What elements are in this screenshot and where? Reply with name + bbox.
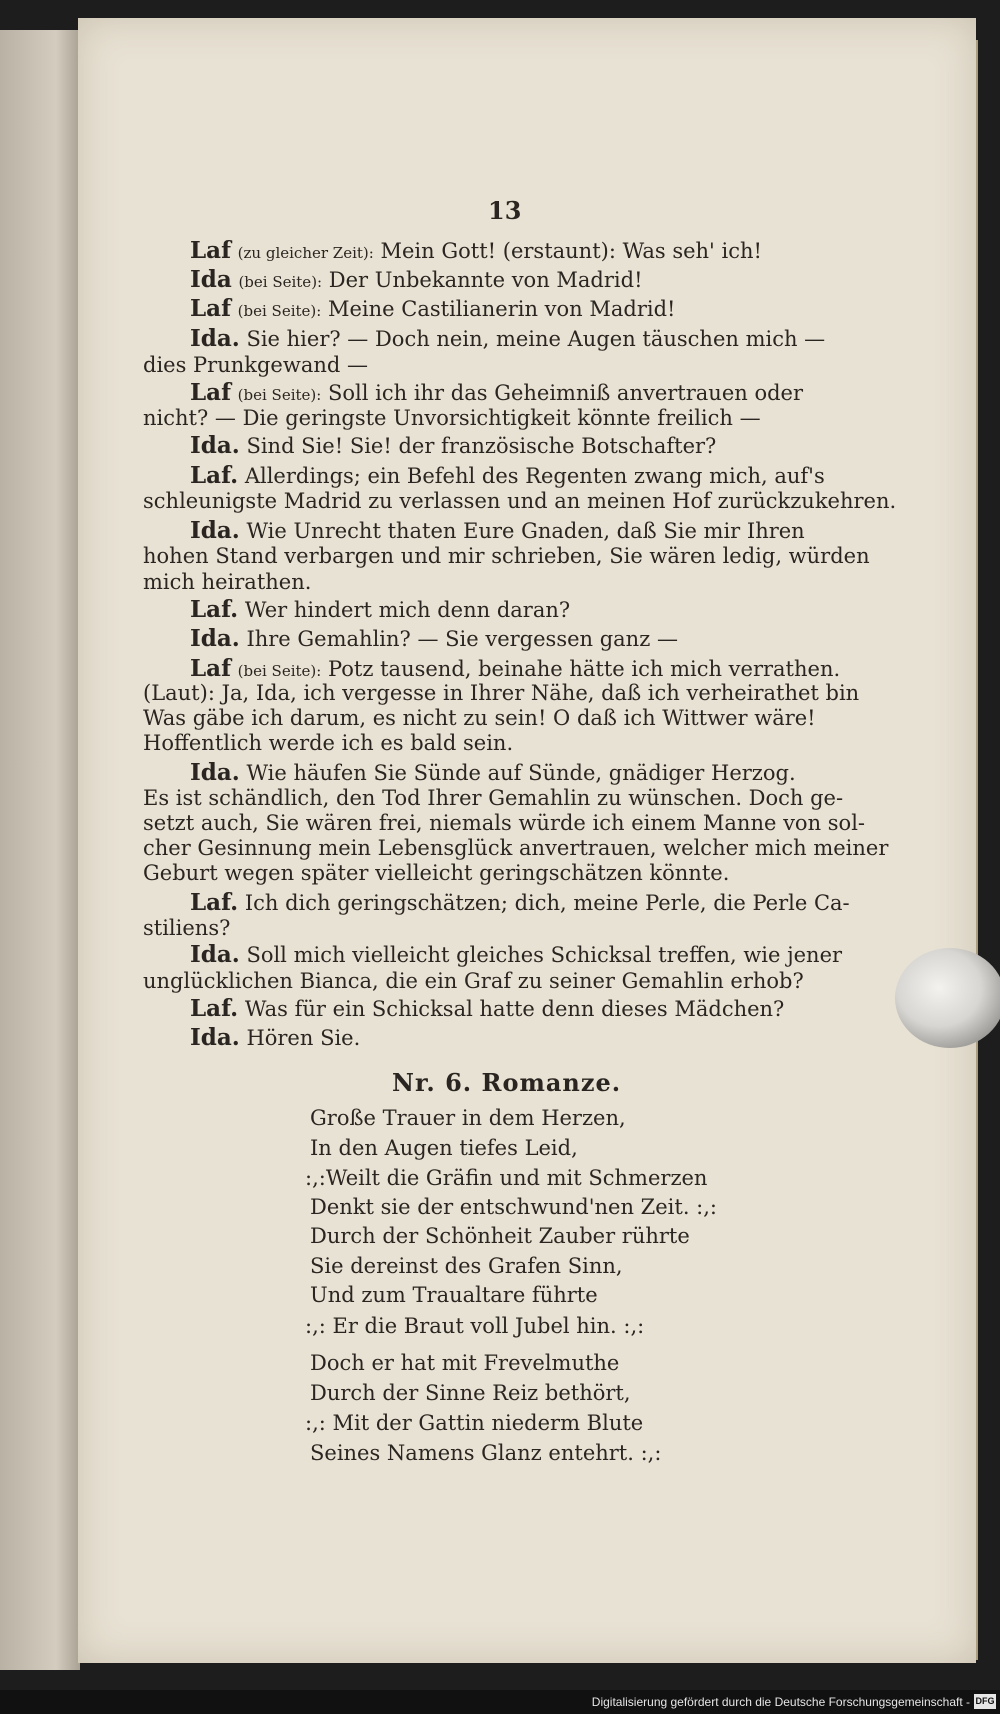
text-line (190, 890, 850, 916)
verse-line: Sie dereinst des Grafen Sinn, (310, 1254, 623, 1278)
facing-page-edge (0, 30, 80, 1670)
line-text: Was gäbe ich darum, es nicht zu sein! O daß ich Wittwer wäre! (143, 706, 816, 730)
stage-direction: (bei Seite): (237, 662, 322, 680)
text-line (143, 680, 859, 706)
line-text: Der Unbekannte von Madrid! (322, 268, 643, 292)
verse-line: :,: Er die Braut voll Jubel hin. :,: (305, 1314, 645, 1338)
text-line (143, 835, 888, 861)
text-line (190, 597, 570, 623)
line-text: Wie häufen Sie Sünde auf Sünde, gnädiger Herzog. (239, 761, 796, 785)
verse-line: Seines Namens Glanz entehrt. :,: (310, 1441, 662, 1465)
line-text: Potz tausend, beinahe hätte ich mich verrathen. (321, 657, 841, 681)
stage-direction: (bei Seite): (237, 386, 322, 404)
line-text: mich heirathen. (143, 570, 312, 594)
speaker-name: Ida. (190, 325, 240, 352)
page-number: 13 (488, 196, 522, 225)
speaker-name: Laf. (190, 462, 239, 489)
verse-line: Doch er hat mit Frevelmuthe (310, 1351, 620, 1375)
speaker-name: Ida. (190, 432, 240, 459)
line-text: Soll ich ihr das Geheimniß anvertrauen oder (321, 381, 803, 405)
speaker-name: Ida. (190, 759, 240, 786)
footer-credit: Digitalisierung gefördert durch die Deutsche Forschungsgemeinschaft - (591, 1695, 970, 1709)
text-line (143, 730, 513, 756)
verse-line: Durch der Sinne Reiz bethört, (310, 1381, 631, 1405)
text-line (143, 405, 761, 431)
speaker-name: Laf (190, 295, 231, 322)
speaker-name: Laf. (190, 596, 239, 623)
line-text: nicht? — Die geringste Unvorsichtigkeit könnte freilich — (143, 406, 761, 430)
text-line (190, 1025, 360, 1051)
line-text: Sind Sie! Sie! der französische Botschafter? (239, 434, 717, 458)
line-text: schleunigste Madrid zu verlassen und an meinen Hof zurückzukehren. (143, 489, 897, 513)
line-text: Was für ein Schicksal hatte denn dieses Mädchen? (238, 997, 785, 1021)
text-line (143, 352, 368, 378)
speaker-name: Laf (190, 237, 231, 264)
text-line (190, 433, 716, 459)
section-heading: Nr. 6. Romanze. (392, 1068, 622, 1097)
line-text: Soll mich vielleicht gleiches Schicksal treffen, wie jener (239, 943, 843, 967)
line-text: Mein Gott! (erstaunt): Was seh' ich! (373, 239, 762, 263)
text-line (143, 860, 729, 886)
text-line (190, 518, 805, 544)
text-line (190, 626, 678, 652)
speaker-name: Laf. (190, 995, 239, 1022)
text-line (190, 326, 825, 352)
line-text: Es ist schändlich, den Tod Ihrer Gemahlin zu wünschen. Doch ge- (143, 786, 844, 810)
text-line (143, 810, 865, 836)
text-line (143, 915, 230, 941)
line-text: Wer hindert mich denn daran? (238, 598, 571, 622)
verse-line: :,: Mit der Gattin niederm Blute (305, 1411, 644, 1435)
speaker-name: Ida (190, 266, 232, 293)
speaker-name: Ida. (190, 517, 240, 544)
text-line (190, 296, 675, 324)
text-line (143, 569, 311, 595)
speaker-name: Laf (190, 655, 231, 682)
text-line (143, 968, 804, 994)
line-text: Wie Unrecht thaten Eure Gnaden, daß Sie mir Ihren (239, 519, 805, 543)
line-text: Allerdings; ein Befehl des Regenten zwang mich, auf's (238, 464, 825, 488)
text-line (190, 463, 825, 489)
text-line (143, 785, 843, 811)
line-text: Hoffentlich werde ich es bald sein. (143, 731, 514, 755)
verse-line: :,:Weilt die Gräfin und mit Schmerzen (305, 1166, 708, 1190)
line-text: (Laut): Ja, Ida, ich vergesse in Ihrer Nähe, daß ich verheirathet bin (143, 681, 860, 705)
magnifier-glare (895, 948, 1000, 1048)
line-text: Geburt wegen später vielleicht geringschätzen könnte. (143, 861, 730, 885)
line-text: stiliens? (143, 916, 231, 940)
footer-bar (0, 1690, 1000, 1714)
speaker-name: Laf. (190, 889, 239, 916)
verse-line: In den Augen tiefes Leid, (310, 1136, 578, 1160)
dfg-logo: DFG (974, 1694, 996, 1709)
stage-direction: (zu gleicher Zeit): (237, 244, 374, 262)
line-text: unglücklichen Bianca, die ein Graf zu seiner Gemahlin erhob? (143, 969, 804, 993)
verse-line: Denkt sie der entschwund'nen Zeit. :,: (310, 1195, 718, 1219)
line-text: setzt auch, Sie wären frei, niemals würde ich einem Manne von sol- (143, 811, 866, 835)
line-text: Ich dich geringschätzen; dich, meine Perle, die Perle Ca- (238, 891, 850, 915)
text-line (190, 760, 796, 786)
line-text: Hören Sie. (239, 1026, 361, 1050)
text-line (190, 996, 784, 1022)
speaker-name: Ida. (190, 941, 240, 968)
verse-line: Große Trauer in dem Herzen, (310, 1106, 626, 1130)
text-line (143, 488, 896, 514)
text-line (190, 380, 803, 408)
line-text: Ihre Gemahlin? — Sie vergessen ganz — (239, 627, 678, 651)
stage-direction: (bei Seite): (237, 302, 322, 320)
line-text: dies Prunkgewand — (143, 353, 368, 377)
speaker-name: Ida. (190, 1024, 240, 1051)
line-text: Meine Castilianerin von Madrid! (321, 297, 676, 321)
stage-direction: (bei Seite): (238, 273, 323, 291)
line-text: Sie hier? — Doch nein, meine Augen täuschen mich — (239, 327, 826, 351)
verse-line: Und zum Traualtare führte (310, 1283, 598, 1307)
text-line (143, 543, 870, 569)
text-line (190, 267, 643, 295)
verse-line: Durch der Schönheit Zauber rührte (310, 1224, 690, 1248)
speaker-name: Laf (190, 379, 231, 406)
line-text: cher Gesinnung mein Lebensglück anvertrauen, welcher mich meiner (143, 836, 889, 860)
speaker-name: Ida. (190, 625, 240, 652)
text-line (143, 705, 816, 731)
text-line (190, 942, 842, 968)
text-line (190, 238, 762, 266)
line-text: hohen Stand verbargen und mir schrieben, Sie wären ledig, würden (143, 544, 870, 568)
